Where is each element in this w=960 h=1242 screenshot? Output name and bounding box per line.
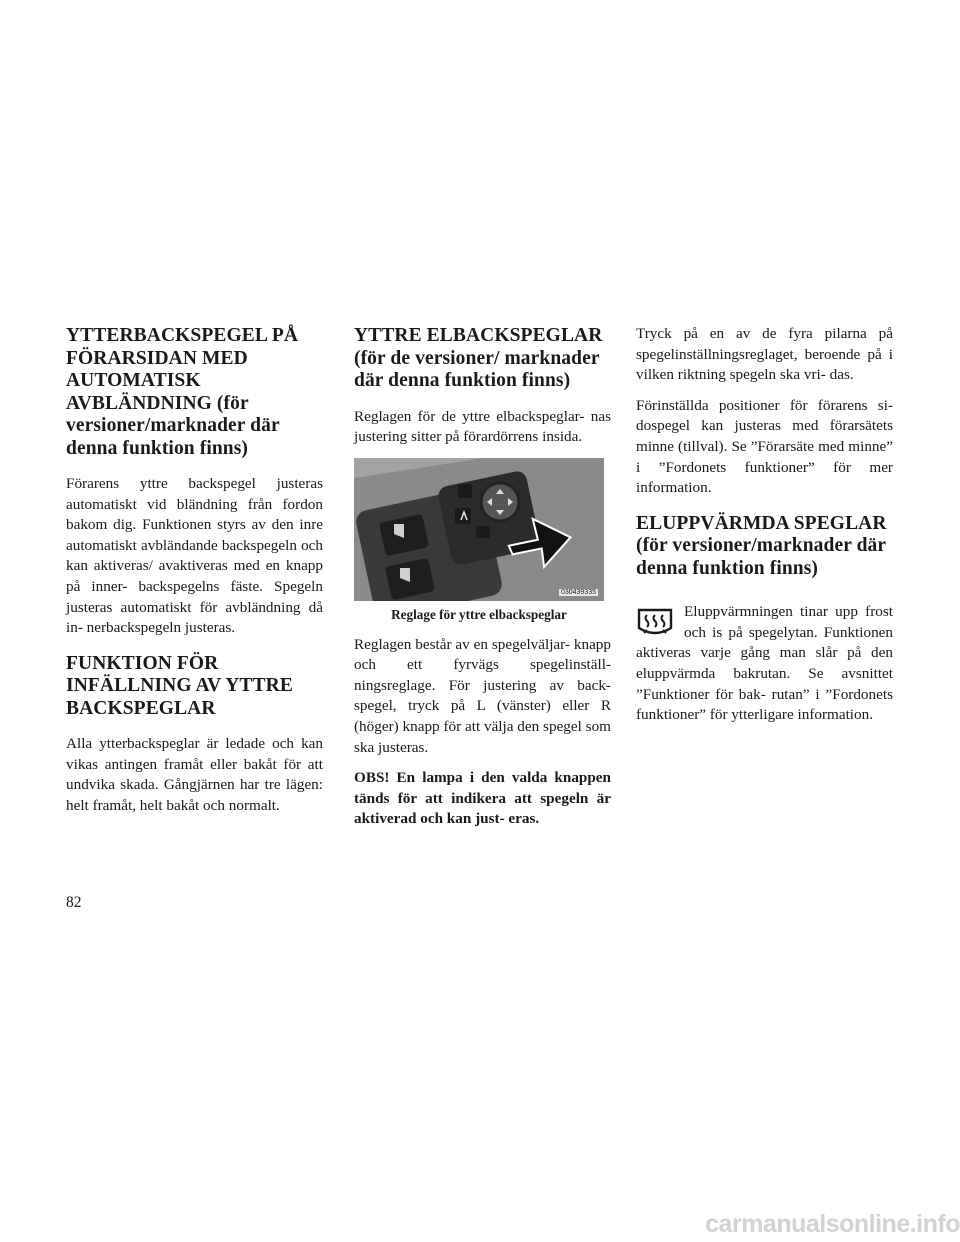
paragraph-arrows: Tryck på en av de fyra pilarna på spegelinställningsreglaget, beroende på i vilken riktning spegeln ska vri- das. [636, 325, 893, 384]
section-heading-power-mirrors [354, 325, 611, 393]
paragraph-controls-location: Reglagen för de yttre elbackspeglar- nas justering sitter på förardörrens insida. [354, 407, 611, 446]
watermark: carmanualsonline.info [705, 1210, 960, 1238]
heading-subtext: (för versioner/marknader där denna funktion finns) [66, 392, 280, 459]
section-heading-auto-dimming [66, 325, 323, 460]
paragraph-folding: Alla ytterbackspeglar är ledade och kan vikas antingen framåt eller bakåt för att undvika skada. Gångjärnen har tre lägen: helt framåt, helt bakåt och normalt. [66, 735, 323, 815]
heading-text: ELUPPVÄRMDA SPEGLAR [636, 512, 887, 534]
heated-mirror-icon [636, 608, 674, 638]
heated-mirror-block [636, 602, 893, 726]
column-left [66, 325, 323, 827]
page-number: 82 [66, 894, 82, 911]
figure-caption: Reglage för yttre elbackspeglar [391, 606, 567, 622]
paragraph-auto-dimming: Förarens yttre backspegel justeras automatiskt vid bländning från fordon bakom dig. Funktionen styrs av den inre automatiskt avbländande backspegeln och kan aktiveras/ avaktiveras med en knapp på inner- backspegelns fäste. Spegeln justeras automatiskt för avbländning då in- nerbackspegeln justeras. [66, 475, 323, 637]
heading-text: YTTERBACKSPEGEL PÅ FÖRARSIDAN MED AUTOMATISK AVBLÄNDNING [66, 325, 299, 414]
heading-subtext: (för de versioner/ marknader där denna funktion finns) [354, 347, 600, 391]
section-heading-folding: FUNKTION FÖR INFÄLLNING AV YTTRE BACKSPEGLAR [66, 652, 293, 719]
heading-subtext: (för versioner/marknader där denna funktion finns) [636, 535, 886, 579]
mirror-controls-photo [354, 458, 604, 601]
paragraph-controls-usage: Reglagen består av en spegelväljar- knapp och ett fyrvägs spegelinställ- ningsreglage. För justering av back- spegel, tryck på L (vänster) eller R (höger) knapp för att välja den spegel som ska justeras. [354, 635, 611, 756]
heading-text: YTTRE ELBACKSPEGLAR [354, 325, 603, 346]
column-right [636, 324, 893, 736]
figure-id: 030439335 [560, 588, 596, 596]
note-lamp: OBS! En lampa i den valda knappen tänds för att indikera att spegeln är aktiverad och kan just- eras. [354, 769, 611, 828]
mirror-switch-illustration [354, 458, 604, 601]
column-middle [354, 325, 611, 840]
section-heading-heated-mirrors [636, 513, 893, 581]
paragraph-heated-mirrors: Eluppvärmningen tinar upp frost och is på spegelytan. Funktionen aktiveras varje gång man slår på den eluppvärmda bakrutan. Se avsnittet ”Funktioner för bak- rutan” i ”Fordonets funktioner” för ytterligare information. [636, 603, 893, 724]
paragraph-memory: Förinställda positioner för förarens si- dospegel kan justeras med förarsätets minne (tillval). Se ”Förarsäte med minne” i ”Fordonets funktioner” för mer information. [636, 396, 893, 497]
